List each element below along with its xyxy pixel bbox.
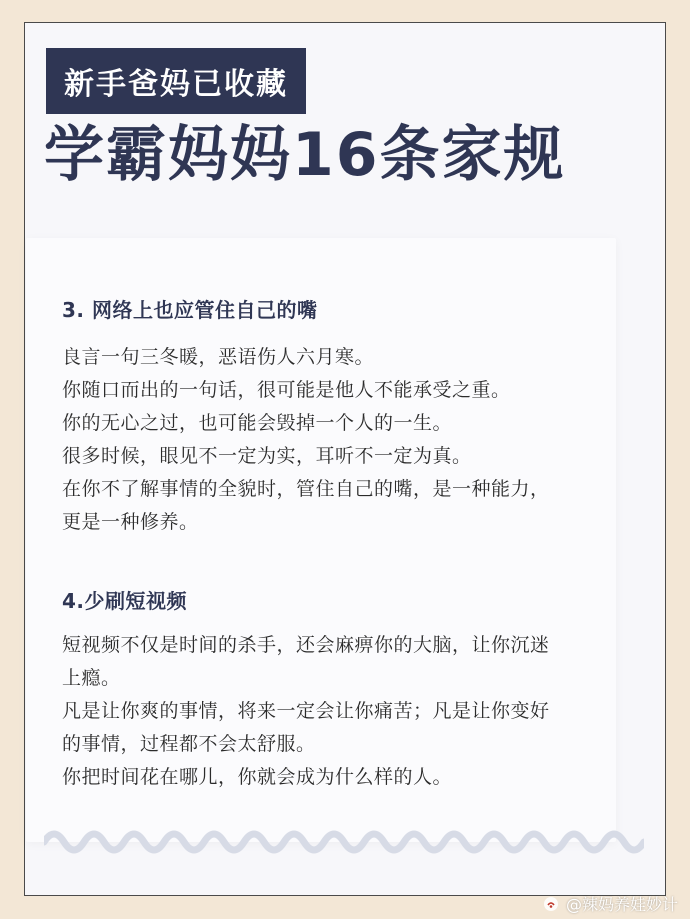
section-3-heading: 3. 网络上也应管住自己的嘴	[62, 298, 318, 322]
header-tag: 新手爸妈已收藏	[46, 48, 306, 114]
section-3-line-2: 你随口而出的一句话，很可能是他人不能承受之重。	[62, 379, 511, 401]
page-title: 学霸妈妈16条家规	[44, 120, 566, 190]
section-3-line-4: 很多时候，眼见不一定为实，耳听不一定为真。	[62, 445, 472, 467]
section-4-line-2: 上瘾。	[62, 667, 121, 689]
section-4-line-4: 的事情，过程都不会太舒服。	[62, 733, 316, 755]
section-3-line-1: 良言一句三冬暖，恶语伤人六月寒。	[62, 346, 375, 368]
weibo-icon	[542, 895, 560, 913]
section-4-line-3: 凡是让你爽的事情，将来一定会让你痛苦；凡是让你变好	[62, 700, 550, 722]
watermark-text: @辣妈养娃妙计	[565, 895, 678, 914]
wavy-divider	[44, 820, 644, 856]
section-4-line-1: 短视频不仅是时间的杀手，还会麻痹你的大脑，让你沉迷	[62, 634, 550, 656]
section-3-line-3: 你的无心之过，也可能会毁掉一个人的一生。	[62, 412, 453, 434]
watermark	[542, 892, 678, 915]
section-4-line-5: 你把时间花在哪儿，你就会成为什么样的人。	[62, 766, 453, 788]
section-4-heading: 4.少刷短视频	[62, 589, 188, 613]
section-3-line-5: 在你不了解事情的全貌时，管住自己的嘴，是一种能力，	[62, 478, 550, 500]
section-3-line-6: 更是一种修养。	[62, 511, 199, 533]
